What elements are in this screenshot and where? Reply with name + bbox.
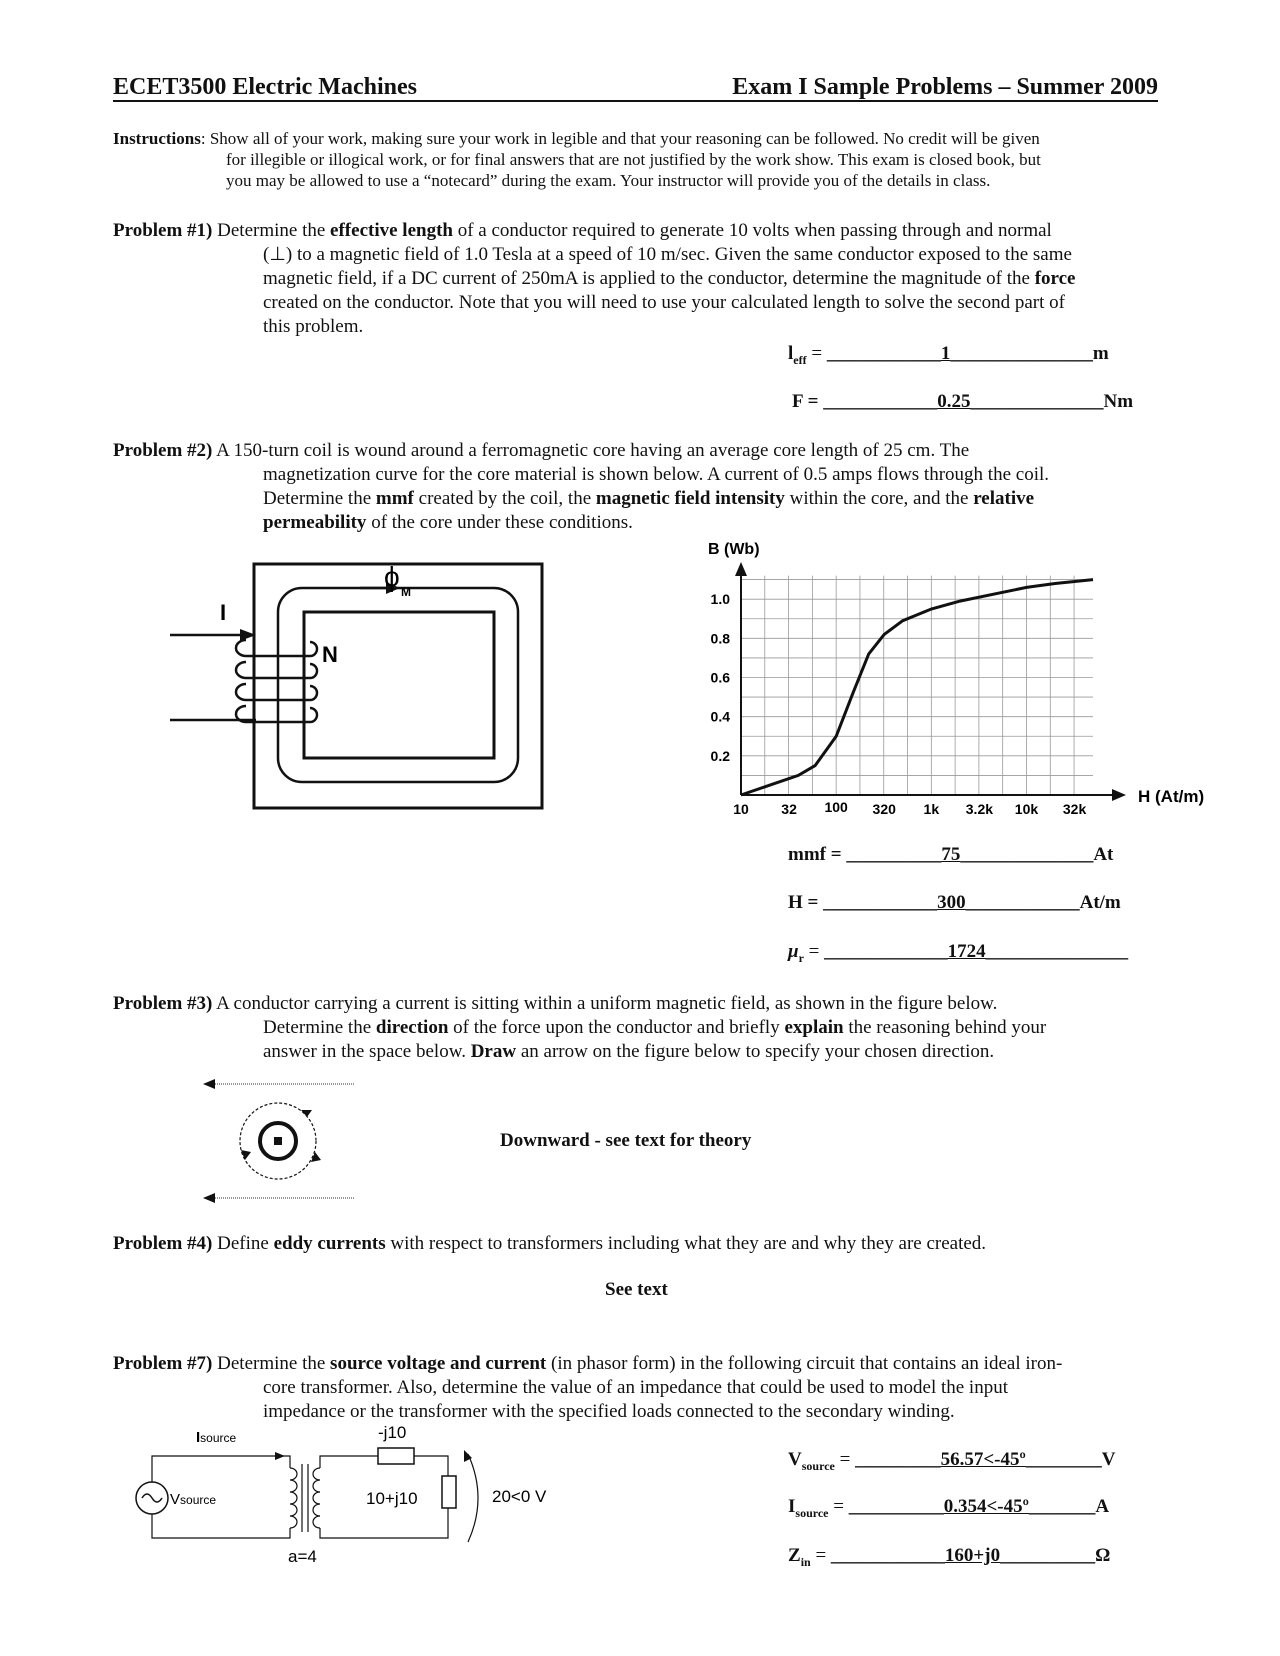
x-tick-label: 3.2k: [965, 801, 994, 817]
y-tick-label: 0.2: [710, 747, 730, 764]
x-tick-label: 32: [781, 801, 797, 817]
x-tick-label: 10k: [1014, 801, 1039, 817]
p4-bold-eddy-currents: eddy currents: [273, 1233, 386, 1254]
p3-answer: Downward - see text for theory: [500, 1130, 752, 1151]
capacitor-value: -j10: [378, 1423, 407, 1442]
p1-line: (⊥) to a magnetic field of 1.0 Tesla at a speed of 10 m/sec. Given the same conductor exposed to the same: [263, 244, 1072, 265]
p2-answer-h: H = ____________300____________At/m: [788, 892, 1121, 913]
p2-bold-field-intensity: magnetic field intensity: [595, 488, 785, 509]
p2-answer-mmf: mmf = __________75______________At: [788, 844, 1114, 865]
p2-bold-mmf: mmf: [375, 488, 414, 509]
load-impedance: [442, 1476, 456, 1508]
p7-bold-source: source voltage and current: [330, 1353, 547, 1374]
p7-answer-isource: $I_{source}$ = __________0.354<-45º_______A: [788, 1496, 1110, 1520]
secondary-voltage: 20<0 V: [492, 1487, 547, 1506]
p1-text: of a conductor required to generate 10 volts when passing through and normal: [452, 220, 1052, 241]
p2-answer-mur: $\mu_r$ = _____________1724_______________: [788, 941, 1129, 965]
p2-bold-permeability: permeability: [263, 512, 367, 533]
problem-3-number: Problem #3): [113, 993, 213, 1014]
p3-bold-draw: Draw: [470, 1041, 517, 1062]
current-label: I: [220, 600, 227, 625]
p2-text: A 150-turn coil is wound around a ferromagnetic core having an average core length of 25 cm. The: [212, 440, 970, 461]
problem-2: Problem #2) A 150-turn coil is wound around a ferromagnetic core having an average core length of 25 cm. The magnetization curve for the core material is shown below. A current of 0.5 amps flows through the coil. Determine the mmf created by the coil, the magnetic field intensity within the core, and the relative permeability of the core under these conditions.: [113, 439, 1163, 535]
transformer-coils: [290, 1468, 320, 1528]
x-tick-label: 1k: [923, 801, 940, 817]
y-axis-label: B (Wb): [708, 541, 760, 558]
p1-answer-force: F = ____________0.25______________Nm: [792, 391, 1134, 412]
sine-icon: [142, 1494, 162, 1502]
turns-label: N: [322, 642, 338, 667]
exam-title: Exam I Sample Problems – Summer 2009: [732, 74, 1158, 100]
instructions-line1: : Show all of your work, making sure your work in legible and that your reasoning can be followed. No credit will be given: [200, 129, 1040, 148]
chart-grid: [741, 576, 1093, 795]
problem-2-number: Problem #2): [113, 440, 213, 461]
load-value: 10+j10: [366, 1489, 418, 1508]
course-title: ECET3500 Electric Machines: [113, 74, 417, 100]
y-tick-label: 1.0: [710, 591, 730, 608]
wire-top-secondary: [320, 1456, 378, 1468]
core-outer: [254, 564, 542, 808]
x-axis-arrowhead: [1112, 789, 1126, 801]
p4-answer: See text: [605, 1279, 668, 1300]
wire-right: [414, 1456, 448, 1476]
flux-path: [278, 588, 518, 782]
y-tick-label: 0.8: [710, 630, 730, 647]
p1-bold-force: force: [1034, 268, 1076, 289]
p7-answer-vsource: $V_{source}$ = _________56.57<-45º________V: [788, 1449, 1116, 1473]
magnetization-curve: [741, 580, 1093, 795]
instructions-label: Instructions: [113, 129, 201, 148]
wire-top-primary: [152, 1456, 290, 1482]
instructions-line2: for illegible or illogical work, or for final answers that are not justified by the work show. This exam is closed book, but: [226, 150, 1041, 169]
y-tick-label: 0.6: [710, 669, 730, 686]
p1-answer-length: $l_{eff}$ = ____________1_______________m: [788, 343, 1109, 367]
instructions-line3: you may be allowed to use a “notecard” during the exam. Your instructor will provide you of the details in class.: [226, 171, 991, 190]
p7-line: core transformer. Also, determine the value of an impedance that could be used to model the input: [263, 1377, 1008, 1398]
x-tick-label: 100: [824, 799, 848, 815]
vsource-label: Vsource: [170, 1491, 217, 1508]
x-axis-label: H (At/m): [1138, 787, 1205, 806]
p1-line: created on the conductor. Note that you will need to use your calculated length to solve the second part of: [263, 292, 1065, 313]
wire-bottom-secondary: [320, 1508, 448, 1538]
p1-bold-effective-length: effective length: [330, 220, 453, 241]
field-arrow-bottom: [203, 1193, 215, 1203]
source-current-arrow: [275, 1452, 285, 1460]
p3-bold-explain: explain: [784, 1017, 844, 1038]
instructions: [113, 128, 1163, 191]
x-tick-label: 320: [872, 801, 896, 817]
voltage-arc: [468, 1454, 478, 1542]
flux-symbol: ϕ: [384, 561, 400, 592]
problem-1: [113, 219, 1163, 339]
problem-1-number: Problem #1): [113, 220, 213, 241]
x-tick-labels: [733, 799, 1086, 817]
p1-line: this problem.: [263, 316, 364, 337]
wire-bottom-primary: [152, 1514, 290, 1538]
problem-3: Problem #3) A conductor carrying a current is sitting within a uniform magnetic field, as shown in the figure below. Determine the direction of the force upon the conductor and briefly explain the reasoning behind your answer in the space below. Draw an arrow on the figure below to specify your chosen direction.: [113, 993, 1047, 1062]
x-tick-label: 32k: [1062, 801, 1087, 817]
p3-bold-direction: direction: [375, 1017, 449, 1038]
circ-arrow-1: [301, 1110, 312, 1117]
problem-7-number: Problem #7): [113, 1353, 213, 1374]
p7-answer-zin: $Z_{in}$ = ____________160+j0__________Ω: [788, 1545, 1111, 1569]
problem-7: Problem #7) Determine the source voltage and current (in phasor form) in the following circuit that contains an ideal iron- core transformer. Also, determine the value of an impedance that could be used to model the input impedance or the transformer with the specified loads connected to the secondary winding.: [113, 1352, 1163, 1424]
core-inner: [304, 612, 494, 758]
p2-bold-relative: relative: [973, 488, 1035, 509]
header-rule: [113, 100, 1158, 102]
core-coil-figure: [160, 560, 560, 820]
magnetization-chart: [690, 540, 1230, 830]
p1-line: magnetic field, if a DC current of 250mA is applied to the conductor, determine the magnitude of the: [263, 268, 1035, 289]
isource-label: Isource: [196, 1429, 237, 1446]
x-tick-label: 10: [733, 801, 749, 817]
y-tick-labels: [711, 591, 731, 764]
y-axis-arrowhead: [735, 562, 747, 576]
p2-line: magnetization curve for the core material is shown below. A current of 0.5 amps flows through the coil.: [263, 464, 1049, 485]
problem-4-number: Problem #4): [113, 1233, 213, 1254]
turns-ratio: a=4: [288, 1547, 317, 1566]
y-tick-label: 0.4: [710, 708, 730, 725]
field-arrow-top: [203, 1079, 215, 1089]
problem-4: Problem #4) Define eddy currents with respect to transformers including what they are and why they are created.: [113, 1233, 987, 1254]
p7-line: impedance or the transformer with the specified loads connected to the secondary winding.: [263, 1401, 955, 1422]
circ-arrow-3: [241, 1150, 251, 1160]
capacitive-impedance: [378, 1448, 414, 1464]
conductor-field-figure: [195, 1072, 365, 1212]
current-dot: [274, 1137, 282, 1145]
flux-subscript: M: [401, 585, 411, 599]
circuit-diagram: [130, 1420, 590, 1570]
p1-text: Determine the: [212, 220, 331, 241]
